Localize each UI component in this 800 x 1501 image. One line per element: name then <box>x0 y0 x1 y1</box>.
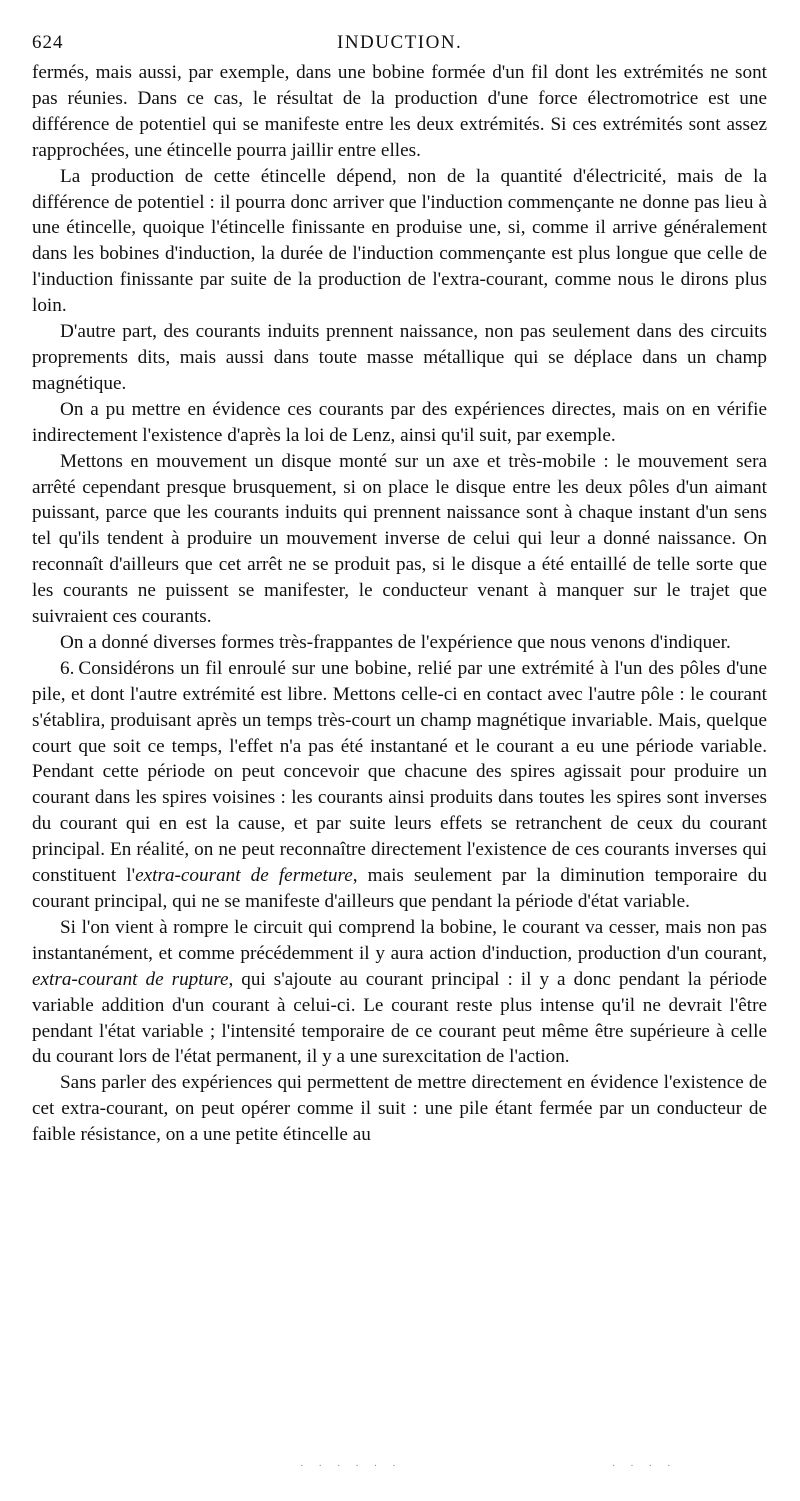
scan-artifact-dots: · · · · · · · · · · <box>300 1460 677 1472</box>
paragraph-text: , qui s'ajoute au courant principal : il y a donc pendant la période variable addition d'un courant à celui-ci. Le courant reste plus intense qu'il ne devrait l'être pendant l'état variable ; l'intensité temporaire de ce courant peut même être supérieure à celle du courant lors de l'état permanent, il y a une surexcitation de l'action. <box>32 968 768 1068</box>
paragraph-text: , mais seulement par la diminution temporaire du courant principal, qui ne se manifeste d'ailleurs que pendant la période d'état variable. <box>32 865 767 912</box>
emphasis-term: extra-courant de fermeture <box>135 865 353 887</box>
paragraph-text: Considérons un fil enroulé sur une bobine, relié par une extrémité à l'un des pôles d'une pile, et dont l'autre extrémité est libre. Mettons celle-ci en contact avec l'autre pôle : le courant s'établira, produisant après un temps très-court un champ magnétique invariable. Mais, quelque court que soit ce temps, l'effet n'a pas été instantané et le courant a eu une période variable. Pendant cette période on peut concevoir que chacune des spires agissait pour produire un courant dans les spires voisines : les courants ainsi produits dans toutes les spires sont inverses du courant qui en est la cause, et par suite leurs effets se retranchent de ceux du courant principal. En réalité, on ne peut reconnaître directement l'existence de ces courants inverses qui constituent l' <box>32 657 767 887</box>
paragraph-continuation: fermés, mais aussi, par exemple, dans une bobine formée d'un fil dont les extrémités ne sont pas réunies. Dans ce cas, le résultat de la production d'une force électromotrice est une différence de potentiel qui se manifeste entre les deux extrémités. Si ces extrémités sont assez rapprochées, une étincelle pourra jaillir entre elles. <box>32 62 767 161</box>
section-number: 6. <box>60 657 75 679</box>
paragraph: On a donné diverses formes très-frappantes de l'expérience que nous venons d'indiquer. <box>60 631 731 653</box>
paragraph <box>32 915 767 1070</box>
page-header <box>32 26 767 60</box>
emphasis-term: extra-courant de rupture <box>32 968 229 990</box>
paragraph: On a pu mettre en évidence ces courants par des expériences directes, mais on en vérifie indirectement l'existence d'après la loi de Lenz, ainsi qu'il suit, par exemple. <box>32 398 767 446</box>
body-text <box>32 60 767 1148</box>
page-number: 624 <box>32 32 64 53</box>
paragraph: D'autre part, des courants induits prennent naissance, non pas seulement dans des circuits proprements dits, mais aussi dans toute masse métallique qui se déplace dans un champ magnétique. <box>32 321 767 394</box>
paragraph-text: Si l'on vient à rompre le circuit qui comprend la bobine, le courant va cesser, mais non pas instantanément, et comme précédemment il y aura action d'induction, production d'un courant, <box>32 916 767 964</box>
paragraph-section-6 <box>32 656 767 915</box>
paragraph: Sans parler des expériences qui permettent de mettre directement en évidence l'existence de cet extra-courant, on peut opérer comme il suit : une pile étant fermée par un conducteur de faible résistance, on a une petite étincelle au <box>32 1072 767 1146</box>
book-page <box>32 26 767 1148</box>
paragraph: Mettons en mouvement un disque monté sur un axe et très-mobile : le mouvement sera arrêté cependant presque brusquement, si on place le disque entre les deux pôles d'un aimant puissant, parce que les courants induits qui prennent naissance sont à chaque instant d'un sens tel qu'ils tendent à produire un mouvement inverse de celui qui leur a donné naissance. On reconnaît d'ailleurs que cet arrêt ne se produit pas, si le disque a été entaillé de telle sorte que les courants ne puissent se manifester, le conducteur venant à manquer sur le trajet que suivraient ces courants. <box>32 450 767 628</box>
running-title: INDUCTION. <box>337 32 463 53</box>
paragraph: La production de cette étincelle dépend, non de la quantité d'électricité, mais de la différence de potentiel : il pourra donc arriver que l'induction commençante ne donne pas lieu à une étincelle, quoique l'étincelle finissante en produise une, si, comme il arrive généralement dans les bobines d'induction, la durée de l'induction commençante est plus longue que celle de l'induction finissante par suite de la production de l'extra-courant, comme nous le dirons plus loin. <box>32 165 767 317</box>
